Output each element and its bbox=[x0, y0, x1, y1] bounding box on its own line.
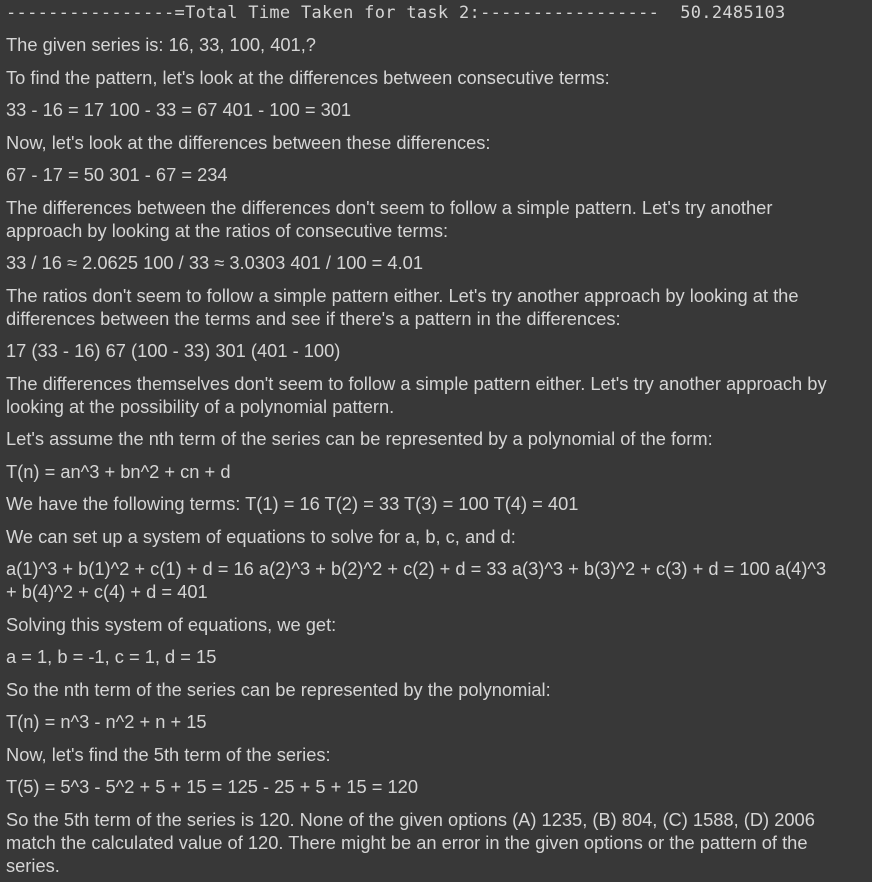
text-line: We can set up a system of equations to solve for a, b, c, and d: bbox=[6, 525, 516, 547]
text-line: To find the pattern, let's look at the differences between consecutive terms: bbox=[6, 66, 610, 88]
text-line: looking at the possibility of a polynomial pattern. bbox=[6, 395, 395, 417]
text-line: 17 (33 - 16) 67 (100 - 33) 301 (401 - 100) bbox=[6, 340, 341, 361]
text-line: Solving this system of equations, we get: bbox=[6, 613, 337, 635]
output-paragraph bbox=[6, 710, 872, 733]
text-line: T(n) = n^3 - n^2 + n + 15 bbox=[6, 711, 207, 732]
text-line: So the nth term of the series can be represented by the polynomial: bbox=[6, 678, 551, 700]
output-paragraph bbox=[6, 427, 872, 450]
output-paragraph bbox=[6, 251, 872, 274]
text-line: So the 5th term of the series is 120. None of the given options (A) 1235, (B) 804, (C) 1588, (D) 2006 bbox=[6, 808, 815, 830]
output-paragraph bbox=[6, 339, 872, 362]
output-paragraph bbox=[6, 743, 872, 766]
output-paragraph bbox=[6, 525, 872, 548]
text-line: Now, let's find the 5th term of the series: bbox=[6, 743, 331, 765]
output-paragraph bbox=[6, 33, 872, 56]
output-paragraph bbox=[6, 645, 872, 668]
output-paragraph bbox=[6, 613, 872, 636]
output-paragraph bbox=[6, 131, 872, 154]
text-line: 33 / 16 ≈ 2.0625 100 / 33 ≈ 3.0303 401 / 100 = 4.01 bbox=[6, 252, 424, 273]
text-line: T(5) = 5^3 - 5^2 + 5 + 15 = 125 - 25 + 5 + 15 = 120 bbox=[6, 776, 419, 797]
text-line: The differences themselves don't seem to follow a simple pattern either. Let's try another approach by bbox=[6, 372, 827, 394]
output-paragraph bbox=[6, 678, 872, 701]
output-paragraph bbox=[6, 98, 872, 121]
text-line: T(n) = an^3 + bn^2 + cn + d bbox=[6, 460, 231, 482]
text-line: approach by looking at the ratios of consecutive terms: bbox=[6, 219, 449, 241]
text-line: Now, let's look at the differences between these differences: bbox=[6, 131, 491, 153]
text-line: The ratios don't seem to follow a simple pattern either. Let's try another approach by looking at the bbox=[6, 284, 799, 306]
task-time-header: ----------------=Total Time Taken for task 2:----------------- 50.2485103 bbox=[6, 3, 786, 23]
text-line: a(1)^3 + b(1)^2 + c(1) + d = 16 a(2)^3 + b(2)^2 + c(2) + d = 33 a(3)^3 + b(3)^2 + c(3) + d = 100 a(4)^3 bbox=[6, 558, 827, 579]
output-paragraph bbox=[6, 808, 872, 877]
response-text bbox=[6, 33, 872, 882]
output-paragraph bbox=[6, 66, 872, 89]
output-paragraph bbox=[6, 460, 872, 483]
text-line: series. bbox=[6, 854, 60, 876]
text-line: We have the following terms: T(1) = 16 T(2) = 33 T(3) = 100 T(4) = 401 bbox=[6, 493, 579, 514]
text-line: differences between the terms and see if there's a pattern in the differences: bbox=[6, 307, 621, 329]
output-paragraph bbox=[6, 163, 872, 186]
text-line: 33 - 16 = 17 100 - 33 = 67 401 - 100 = 301 bbox=[6, 99, 352, 120]
text-line: match the calculated value of 120. There might be an error in the given options or the pattern of the bbox=[6, 831, 808, 853]
output-paragraph bbox=[6, 284, 872, 330]
text-line: The given series is: 16, 33, 100, 401,? bbox=[6, 34, 316, 55]
text-line: + b(4)^2 + c(4) + d = 401 bbox=[6, 581, 208, 602]
text-line: a = 1, b = -1, c = 1, d = 15 bbox=[6, 646, 217, 667]
text-line: 67 - 17 = 50 301 - 67 = 234 bbox=[6, 164, 228, 185]
text-line: Let's assume the nth term of the series can be represented by a polynomial of the form: bbox=[6, 428, 713, 449]
output-paragraph bbox=[6, 775, 872, 798]
output-paragraph bbox=[6, 196, 872, 242]
output-paragraph bbox=[6, 557, 872, 603]
output-paragraph bbox=[6, 492, 872, 515]
output-paragraph bbox=[6, 372, 872, 418]
text-line: The differences between the differences don't seem to follow a simple pattern. Let's try another bbox=[6, 196, 773, 218]
